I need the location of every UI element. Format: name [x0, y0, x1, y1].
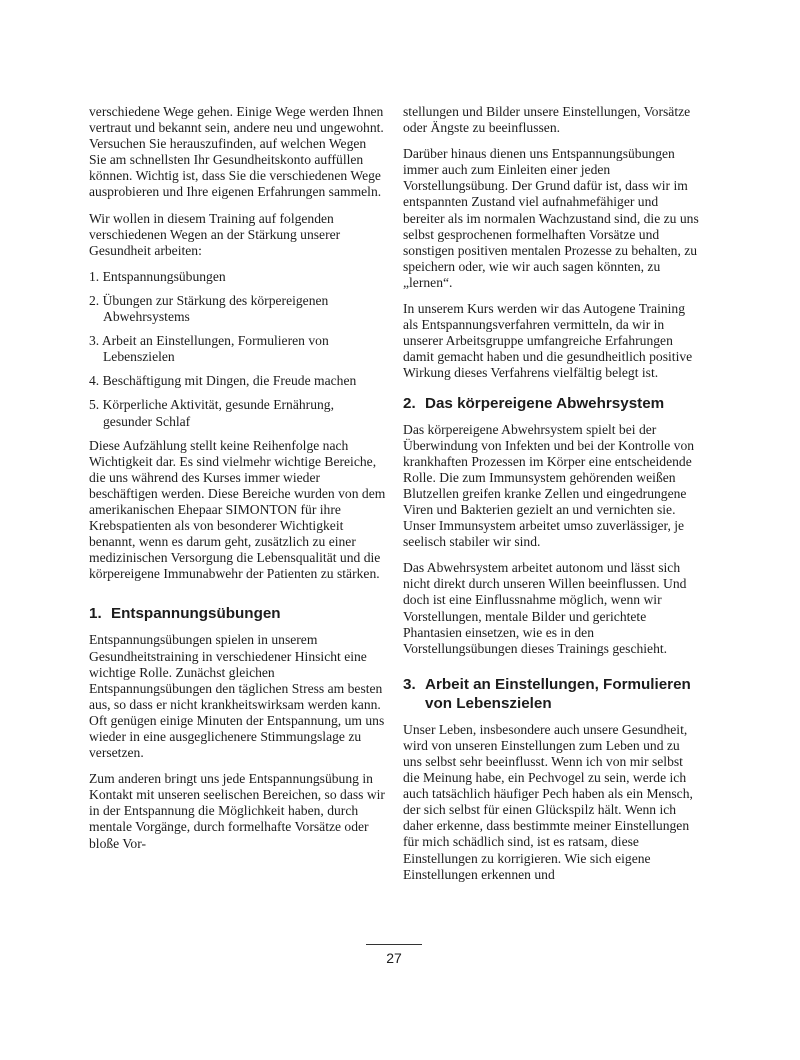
- paragraph: Diese Aufzählung stellt keine Reihenfolge nach Wichtigkeit dar. Es sind vielmehr wichtige Bereiche, die uns während des Kurses immer wieder beschäftigen werden. Diese Bereiche wurden von dem amerikanischen Ehepaar SIMONTON für ihre Krebspatienten als von besonderer Wichtigkeit benannt, wenn es darum geht, zusätzlich zu einer medizinischen Versorgung die Lebensqualität und die körpereigene Immunabwehr der Patienten zu stärken.: [89, 437, 386, 582]
- list-item: 2. Übungen zur Stärkung des körpereigenen Abwehrsystems: [89, 292, 329, 325]
- section-heading-3: [403, 675, 701, 713]
- page-number-rule: [366, 944, 422, 945]
- section-number: 3.: [403, 675, 416, 693]
- section-title: Entspannungsübungen: [111, 605, 281, 623]
- section-number: 2.: [403, 394, 416, 412]
- section-title: Das körpereigene Abwehrsystem: [425, 394, 665, 412]
- paragraph: Das körpereigene Abwehrsystem spielt bei der Überwindung von Infekten und bei der Kontrolle von krankhaften Prozessen im Körper eine entscheidende Rolle. Die zum Immunsystem gehörenden weißen Blutzellen greifen kranke Zellen und eingedrungene Viren und Bakterien gezielt an und vernichten sie. Unser Immunsystem arbeitet umso zuverlässiger, je seelisch stabiler wir sind.: [403, 421, 695, 550]
- paragraph: stellungen und Bilder unsere Einstellungen, Vorsätze oder Ängste zu beeinflussen.: [403, 104, 691, 136]
- paragraph: Unser Leben, insbesondere auch unsere Gesundheit, wird von unseren Einstellungen zum Leben und zu uns selbst sehr beeinflusst. Wenn ich von mir selbst die Meinung habe, ein Pechvogel zu sein, werde ich auch tatsächlich häufiger Pech haben als ein Mensch, der sich selbst für einen Glückspilz hält. Wenn ich daher erkenne, dass bestimmte meiner Einstellungen für mich schädlich sind, ist es ratsam, diese Einstellungen zu korrigieren. Wie sich eigene Einstellungen erkennen und: [403, 721, 693, 882]
- right-column: [403, 104, 701, 893]
- page-number: 27: [386, 950, 402, 966]
- paragraph: Entspannungsübungen spielen in unserem Gesundheitstraining in verschiedener Hinsicht eine wichtige Rolle. Zunächst gleichen Entspannungsübungen den täglichen Stress am besten aus, so dass er nicht krankheitswirksam werden kann. Oft genügen einige Minuten der Entspannung, um uns wieder in eine ausgeglichenere Stimmungslage zu versetzen.: [89, 632, 385, 761]
- section-number: 1.: [89, 605, 102, 623]
- paragraph: Das Abwehrsystem arbeitet autonom und lässt sich nicht direkt durch unseren Willen beeinflussen. Und doch ist eine Einflussnahme möglich, wenn wir Vorstellungen, mentale Bilder und gerichtete Phantasien einsetzen, wie es in den Vorstellungsübungen dieses Trainings geschieht.: [403, 560, 687, 656]
- section-heading-2: [403, 394, 701, 413]
- list-item: 3. Arbeit an Einstellungen, Formulieren von Lebenszielen: [89, 333, 329, 365]
- left-column: [89, 104, 386, 862]
- paragraph: verschiedene Wege gehen. Einige Wege werden Ihnen vertraut und bekannt sein, andere neu und ungewohnt. Versuchen Sie herauszufinden, auf welchen Wegen Sie am schnellsten Ihr Gesundheitskonto auffüllen können. Wichtig ist, dass Sie die verschiedenen Wege ausprobieren und Ihre eigenen Erfahrungen sammeln.: [89, 104, 384, 200]
- paragraph: Wir wollen in diesem Training auf folgenden verschiedenen Wegen an der Stärkung unserer Gesundheit arbeiten:: [89, 210, 341, 258]
- paragraph: In unserem Kurs werden wir das Autogene Training als Entspannungsverfahren vermitteln, da wir in unserer Arbeitsgruppe umfangreiche Erfahrungen damit gemacht haben und die gesundheitlich positive Wirkung dieses Verfahrens vielfältig belegt ist.: [403, 301, 693, 381]
- section-heading-1: [89, 604, 386, 623]
- list-item: 4. Beschäftigung mit Dingen, die Freude machen: [89, 373, 357, 389]
- training-areas-list: [89, 269, 386, 430]
- paragraph: Darüber hinaus dienen uns Entspannungsübungen immer auch zum Einleiten einer jeden Vorstellungsübung. Der Grund dafür ist, dass wir im entspannten Zustand viel aufnahmefähiger und bereiter als im normalen Wachzustand sind, die zu uns selbst gesprochenen formelhaften Vorsätze und sonstigen positiven mentalen Prozesse zu behalten, zu speichern oder, wie wir auch sagen könnten, zu „lernen“.: [403, 146, 699, 290]
- paragraph: Zum anderen bringt uns jede Entspannungsübung in Kontakt mit unseren seelischen Bereichen, so dass wir in der Entspannung die Möglichkeit haben, durch mentale Vorgänge, durch formelhafte Vorsätze oder bloße Vor-: [89, 771, 385, 851]
- list-item: 5. Körperliche Aktivität, gesunde Ernährung, gesunder Schlaf: [89, 397, 334, 429]
- section-title: Arbeit an Einstellungen, Formulieren von Lebenszielen: [425, 675, 691, 712]
- list-item: 1. Entspannungsübungen: [89, 268, 226, 284]
